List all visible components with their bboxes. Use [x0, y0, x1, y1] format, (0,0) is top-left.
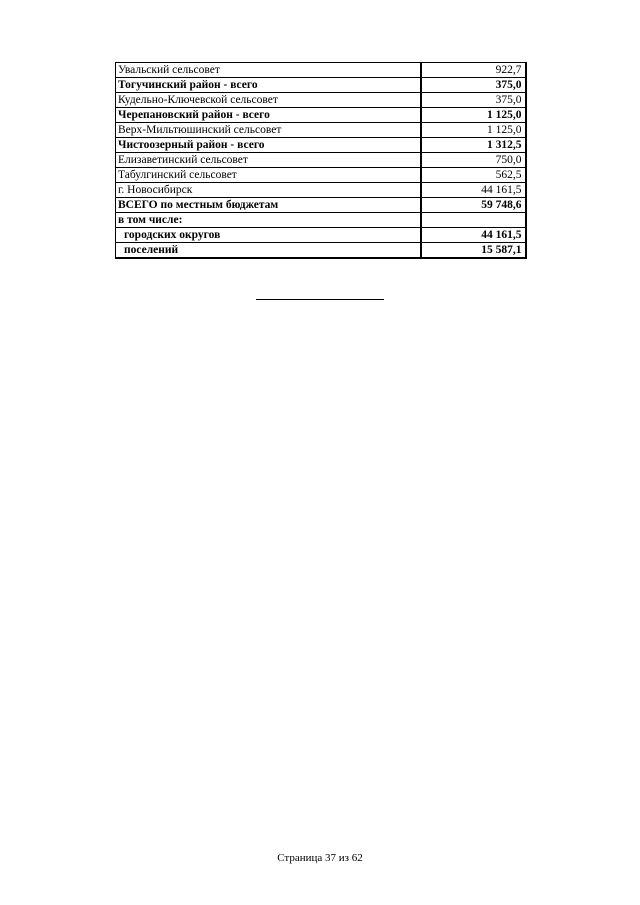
row-name-cell: Табулгинский сельсовет — [116, 168, 421, 183]
table-row — [116, 63, 526, 78]
row-value-cell: 1 125,0 — [421, 108, 526, 123]
table-row — [116, 78, 526, 93]
table-row — [116, 243, 526, 259]
row-value-cell: 1 125,0 — [421, 123, 526, 138]
row-name-cell: Верх-Мильтюшинский сельсовет — [116, 123, 421, 138]
page-number: Страница 37 из 62 — [277, 852, 363, 864]
table-row — [116, 198, 526, 213]
table-row — [116, 228, 526, 243]
table-row — [116, 183, 526, 198]
row-name-cell: Чистоозерный район - всего — [116, 138, 421, 153]
page-footer — [0, 852, 640, 865]
row-value-cell: 15 587,1 — [421, 243, 526, 259]
row-name-cell: Кудельно-Ключевской сельсовет — [116, 93, 421, 108]
row-value-cell: 1 312,5 — [421, 138, 526, 153]
row-name-cell: городских округов — [116, 228, 421, 243]
table-row — [116, 153, 526, 168]
budget-table — [115, 62, 527, 259]
separator-line — [256, 299, 384, 300]
row-name-cell: г. Новосибирск — [116, 183, 421, 198]
row-value-cell: 44 161,5 — [421, 228, 526, 243]
row-value-cell: 922,7 — [421, 63, 526, 78]
table-row — [116, 213, 526, 228]
table-row — [116, 138, 526, 153]
table-row — [116, 93, 526, 108]
row-name-cell: в том числе: — [116, 213, 421, 228]
table-row — [116, 108, 526, 123]
budget-table-body — [116, 63, 526, 259]
row-value-cell: 375,0 — [421, 93, 526, 108]
row-value-cell: 562,5 — [421, 168, 526, 183]
row-name-cell: ВСЕГО по местным бюджетам — [116, 198, 421, 213]
table-row — [116, 168, 526, 183]
table-row — [116, 123, 526, 138]
row-value-cell: 44 161,5 — [421, 183, 526, 198]
row-value-cell — [421, 213, 526, 228]
row-value-cell: 375,0 — [421, 78, 526, 93]
row-name-cell: Черепановский район - всего — [116, 108, 421, 123]
row-name-cell: Увальский сельсовет — [116, 63, 421, 78]
row-name-cell: Елизаветинский сельсовет — [116, 153, 421, 168]
row-value-cell: 59 748,6 — [421, 198, 526, 213]
row-value-cell: 750,0 — [421, 153, 526, 168]
row-name-cell: Тогучинский район - всего — [116, 78, 421, 93]
row-name-cell: поселений — [116, 243, 421, 259]
